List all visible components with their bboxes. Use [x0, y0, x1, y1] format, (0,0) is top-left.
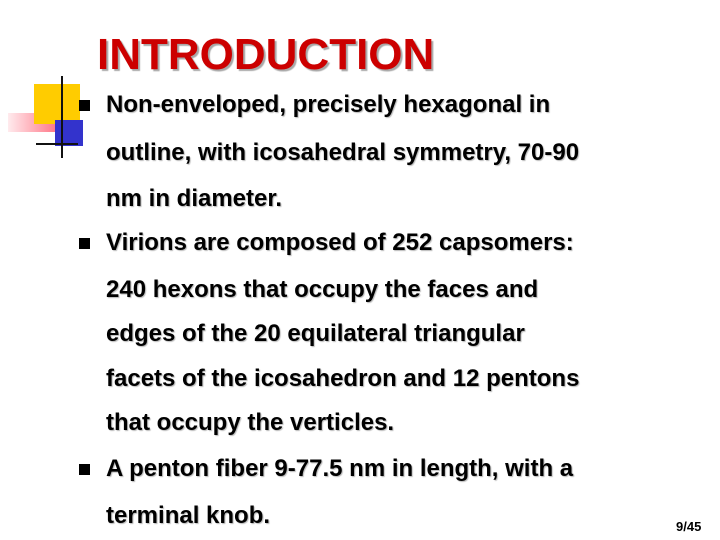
yellow-square-shape [34, 84, 80, 124]
bullet-2-line-3: edges of the 20 equilateral triangular [106, 320, 525, 347]
vertical-rule [61, 76, 63, 158]
bullet-3-line-2: terminal knob. [106, 502, 271, 529]
page-number: 9/45 [676, 519, 702, 534]
bullet-2-line-4: facets of the icosahedron and 12 pentons [106, 365, 580, 392]
slide-title: INTRODUCTION [97, 30, 435, 79]
bullet-1-line-3: nm in diameter. [106, 185, 283, 212]
horizontal-rule [36, 143, 78, 145]
square-bullet-icon [79, 100, 90, 111]
bullet-3-line-1: A penton fiber 9-77.5 nm in length, with a [106, 455, 574, 482]
square-bullet-icon [79, 238, 90, 249]
bullet-2-line-1: Virions are composed of 252 capsomers: [106, 229, 574, 256]
bullet-2-line-5: that occupy the verticles. [106, 409, 395, 436]
bullet-1-line-2: outline, with icosahedral symmetry, 70-90 [106, 139, 580, 166]
square-bullet-icon [79, 464, 90, 475]
bullet-2-line-2: 240 hexons that occupy the faces and [106, 276, 539, 303]
bullet-1-line-1: Non-enveloped, precisely hexagonal in [106, 91, 551, 118]
